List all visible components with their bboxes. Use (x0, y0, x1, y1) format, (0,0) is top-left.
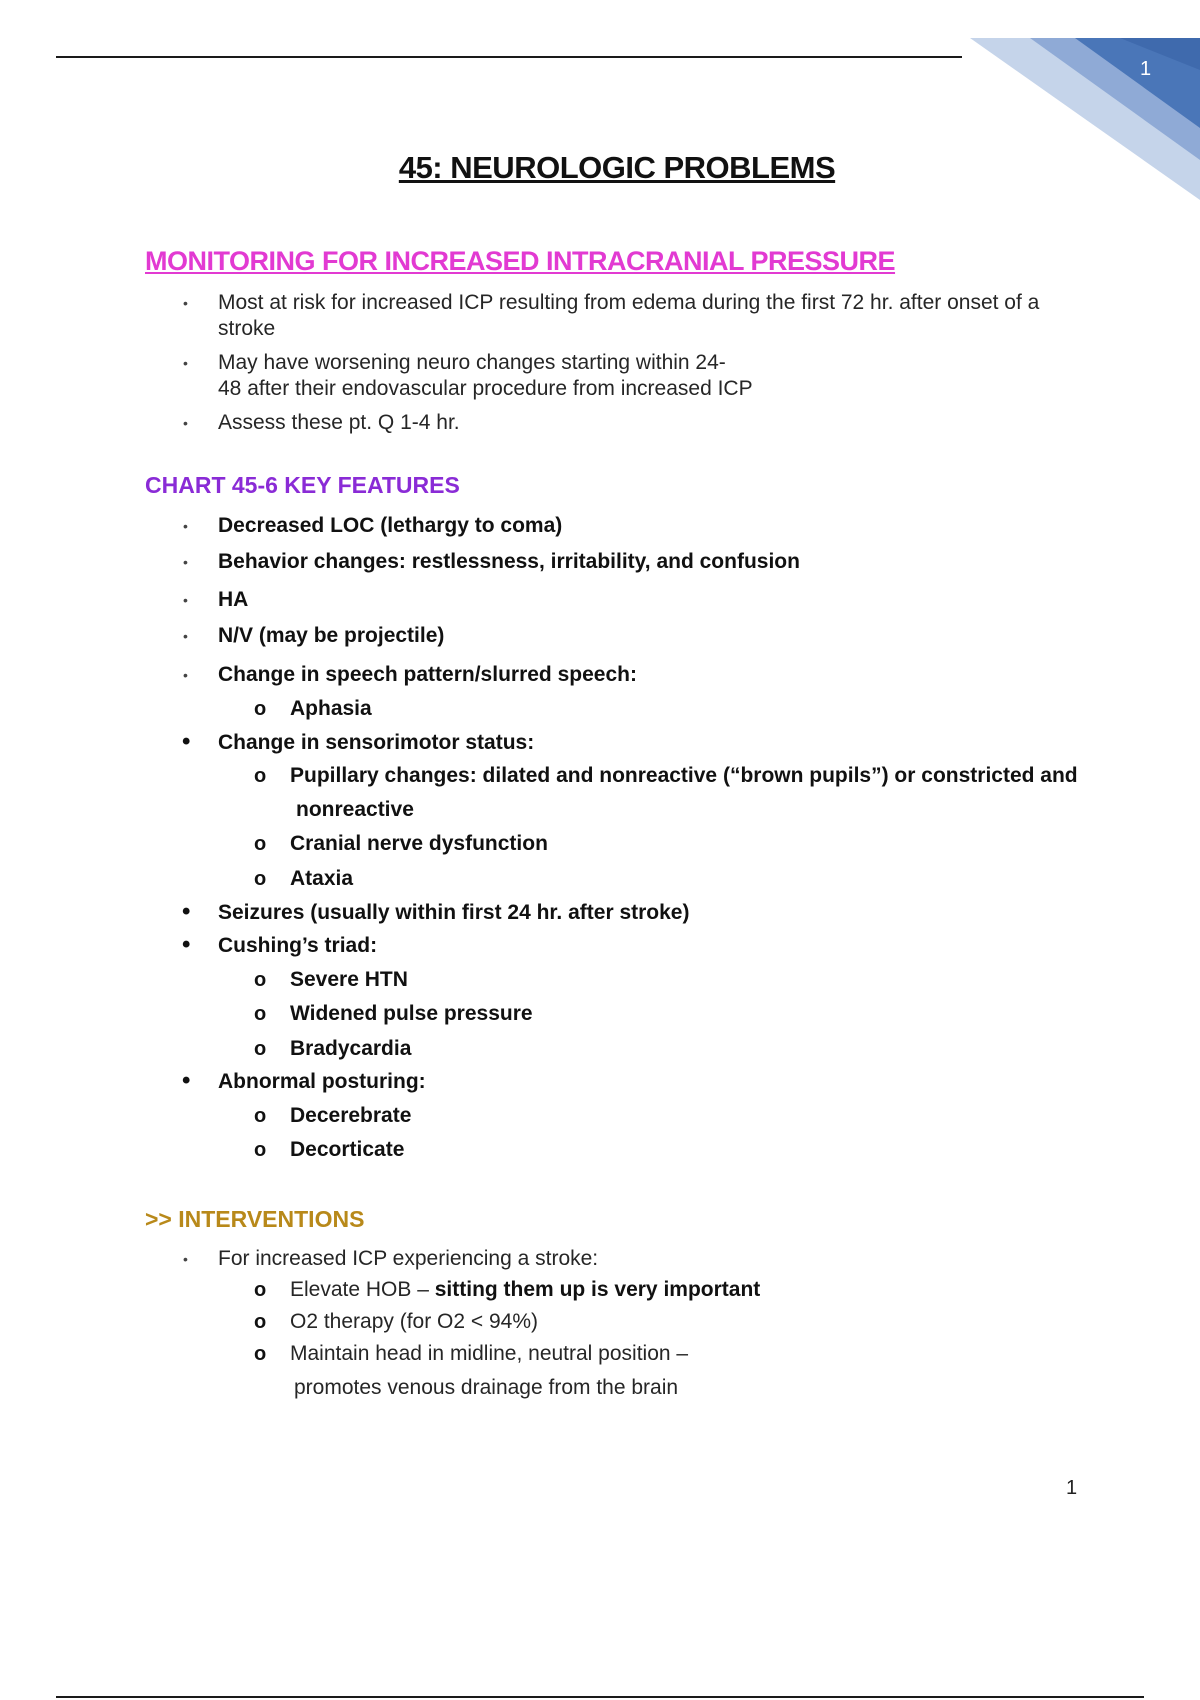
feature-aphasia: Aphasia (290, 697, 372, 720)
monitoring-bullet-1-line-1: Most at risk for increased ICP resulting from edema during the first 72 hr. after onset of a (218, 291, 1040, 314)
feature-cushing: Cushing’s triad: (218, 934, 378, 957)
feature-cranial-nerve: Cranial nerve dysfunction (290, 832, 548, 855)
feature-pulse-pressure: Widened pulse pressure (290, 1002, 533, 1025)
intervention-midline-line-2: promotes venous drainage from the brain (294, 1376, 679, 1399)
intervention-elevate-hob-emphasis: sitting them up is very important (434, 1278, 761, 1301)
feature-pupillary-line-1: Pupillary changes: dilated and nonreactive (“brown pupils”) or constricted and (290, 764, 1078, 787)
top-rule (56, 56, 962, 58)
bullet-marker: • (183, 295, 188, 311)
bullet-marker: • (183, 518, 188, 534)
bullet-marker: • (183, 355, 188, 371)
monitoring-bullet-3: Assess these pt. Q 1-4 hr. (218, 411, 460, 434)
sub-bullet-marker: o (254, 698, 267, 720)
feature-nv: N/V (may be projectile) (218, 624, 445, 647)
feature-loc: Decreased LOC (lethargy to coma) (218, 514, 563, 537)
intervention-elevate-hob (290, 1277, 760, 1303)
sub-bullet-marker: o (254, 969, 267, 991)
feature-ataxia: Ataxia (290, 867, 354, 890)
monitoring-bullet-2-line-2: 48 after their endovascular procedure from increased ICP (218, 377, 753, 400)
sub-bullet-marker: o (254, 765, 267, 787)
sub-bullet-marker: o (254, 1343, 267, 1365)
bullet-marker: • (183, 628, 188, 644)
feature-bradycardia: Bradycardia (290, 1037, 412, 1060)
sub-bullet-marker: o (254, 1038, 267, 1060)
monitoring-heading: MONITORING FOR INCREASED INTRACRANIAL PRESSURE (145, 246, 896, 276)
feature-seizures: Seizures (usually within first 24 hr. after stroke) (218, 901, 690, 924)
bullet-marker: • (183, 554, 188, 570)
feature-severe-htn: Severe HTN (290, 968, 408, 991)
feature-ha: HA (218, 588, 249, 611)
bottom-rule (56, 1696, 1144, 1698)
bullet-marker: • (183, 667, 188, 683)
bullet-marker: • (182, 1067, 191, 1094)
feature-decorticate: Decorticate (290, 1138, 405, 1161)
corner-page-number: 1 (1140, 58, 1152, 80)
monitoring-bullet-1-line-2: stroke (218, 317, 276, 340)
feature-posturing: Abnormal posturing: (218, 1070, 426, 1093)
sub-bullet-marker: o (254, 868, 267, 890)
feature-sensorimotor: Change in sensorimotor status: (218, 731, 535, 754)
sub-bullet-marker: o (254, 1279, 267, 1301)
monitoring-bullet-2-line-1: May have worsening neuro changes starting within 24- (218, 351, 726, 374)
sub-bullet-marker: o (254, 1003, 267, 1025)
sub-bullet-marker: o (254, 833, 267, 855)
bullet-marker: • (183, 1251, 188, 1267)
feature-decerebrate: Decerebrate (290, 1104, 412, 1127)
intervention-midline-line-1: Maintain head in midline, neutral position – (290, 1342, 689, 1365)
intervention-elevate-hob-text: Elevate HOB – (290, 1278, 435, 1301)
key-features-heading: CHART 45-6 KEY FEATURES (145, 472, 460, 498)
feature-behavior: Behavior changes: restlessness, irritability, and confusion (218, 550, 800, 573)
interventions-intro: For increased ICP experiencing a stroke: (218, 1247, 599, 1270)
feature-pupillary-line-2: nonreactive (296, 798, 414, 821)
feature-speech: Change in speech pattern/slurred speech: (218, 663, 637, 686)
bullet-marker: • (182, 931, 191, 958)
sub-bullet-marker: o (254, 1311, 267, 1333)
bullet-marker: • (182, 898, 191, 925)
intervention-o2-therapy: O2 therapy (for O2 < 94%) (290, 1310, 539, 1333)
sub-bullet-marker: o (254, 1105, 267, 1127)
interventions-heading: >> INTERVENTIONS (145, 1206, 365, 1232)
bullet-marker: • (182, 728, 191, 755)
footer-page-number: 1 (1066, 1477, 1078, 1499)
sub-bullet-marker: o (254, 1139, 267, 1161)
page-title: 45: NEUROLOGIC PROBLEMS (398, 150, 836, 185)
bullet-marker: • (183, 592, 188, 608)
bullet-marker: • (183, 415, 188, 431)
